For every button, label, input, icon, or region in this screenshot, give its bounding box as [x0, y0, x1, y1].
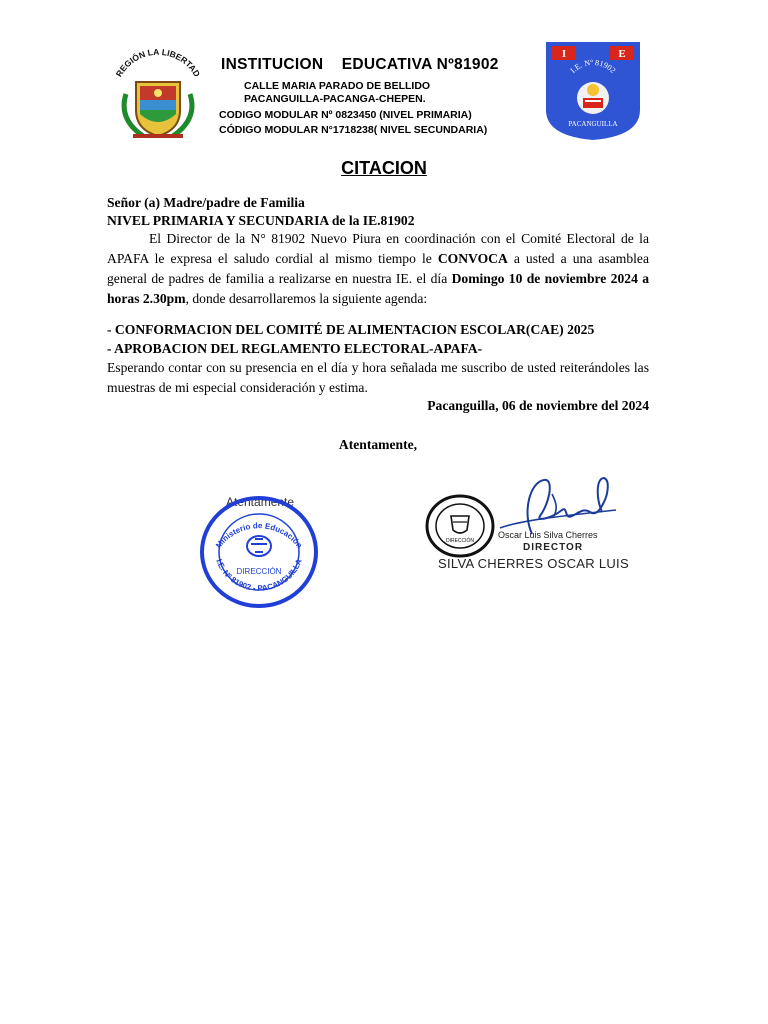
paragraph-part-3: , donde desarrollaremos la siguiente agenda: [185, 291, 428, 306]
ghost-text: Atentamente [226, 495, 295, 509]
peru-round-seal [425, 494, 495, 558]
stamp-left-inner-text: DIRECCIÓN [236, 567, 282, 576]
document-title: CITACION [341, 158, 427, 178]
address-line-2: PACANGUILLA-PACANGA-CHEPEN. [244, 93, 426, 105]
main-paragraph [107, 229, 649, 309]
institution-name: INSTITUCION EDUCATIVA Nº81902 [221, 56, 499, 73]
seal-inner-text: DIRECCIÓN [445, 538, 475, 544]
svg-text:I.E. Nº 81902: I.E. Nº 81902 [568, 57, 618, 75]
closing-paragraph: Esperando contar con su presencia en el día y hora señalada me suscribo de usted reiterándoles las muestras de mi especial consideración y estima. [107, 360, 649, 395]
signature-role: DIRECTOR [523, 542, 584, 553]
svg-text:I.E. Nº 81902 - PACANGUILLA: I.E. Nº 81902 - PACANGUILLA [214, 557, 304, 593]
farewell: Atentamente, [338, 437, 418, 452]
recipient-line-1: Señor (a) Madre/padre de Familia [107, 195, 305, 210]
logo-letter-i: I [561, 48, 567, 60]
recipient-line-2: NIVEL PRIMARIA Y SECUNDARIA de la IE.81902 [107, 213, 415, 228]
school-round-stamp [199, 494, 319, 610]
meeting-date: Domingo 10 de noviembre 2024 a horas 2.30pm [107, 271, 649, 306]
logo-letter-e: E [618, 48, 626, 60]
paragraph-part-2: a usted a una asamblea general de padres de familia a realizarse en nuestra IE. el día [107, 251, 649, 286]
paragraph-part-1: El Director de la N° 81902 Nuevo Piura en coordinación con el Comité Electoral de la APAFA le expresa el saludo cordial al mismo tiempo le [107, 231, 649, 266]
region-crest-logo [108, 44, 208, 144]
signature-printed-name: SILVA CHERRES OSCAR LUIS [438, 556, 629, 571]
logo-bottom-text: PACANGUILLA [568, 120, 618, 128]
svg-text:Ministerio de Educación: Ministerio de Educación [214, 521, 305, 550]
convoca-word: CONVOCA [437, 251, 508, 266]
agenda-item: - CONFORMACION DEL COMITÉ DE ALIMENTACION ESCOLAR(CAE) 2025 [107, 322, 595, 337]
code-secondary: CÓDIGO MODULAR N°1718238( NIVEL SECUNDARIA) [219, 124, 488, 136]
agenda-item: - APROBACION DEL REGLAMENTO ELECTORAL-APAFA- [107, 341, 483, 356]
place-date: Pacanguilla, 06 de noviembre del 2024 [427, 398, 649, 413]
signature-stamp-name: Oscar Luis Silva Cherres [498, 530, 598, 540]
code-primary: CODIGO MODULAR Nº 0823450 (NIVEL PRIMARIA) [219, 109, 472, 121]
address-line-1: CALLE MARIA PARADO DE BELLIDO [244, 80, 431, 92]
svg-text:REGIÓN LA LIBERTAD: REGIÓN LA LIBERTAD [113, 46, 203, 79]
school-shield-logo [544, 40, 642, 142]
